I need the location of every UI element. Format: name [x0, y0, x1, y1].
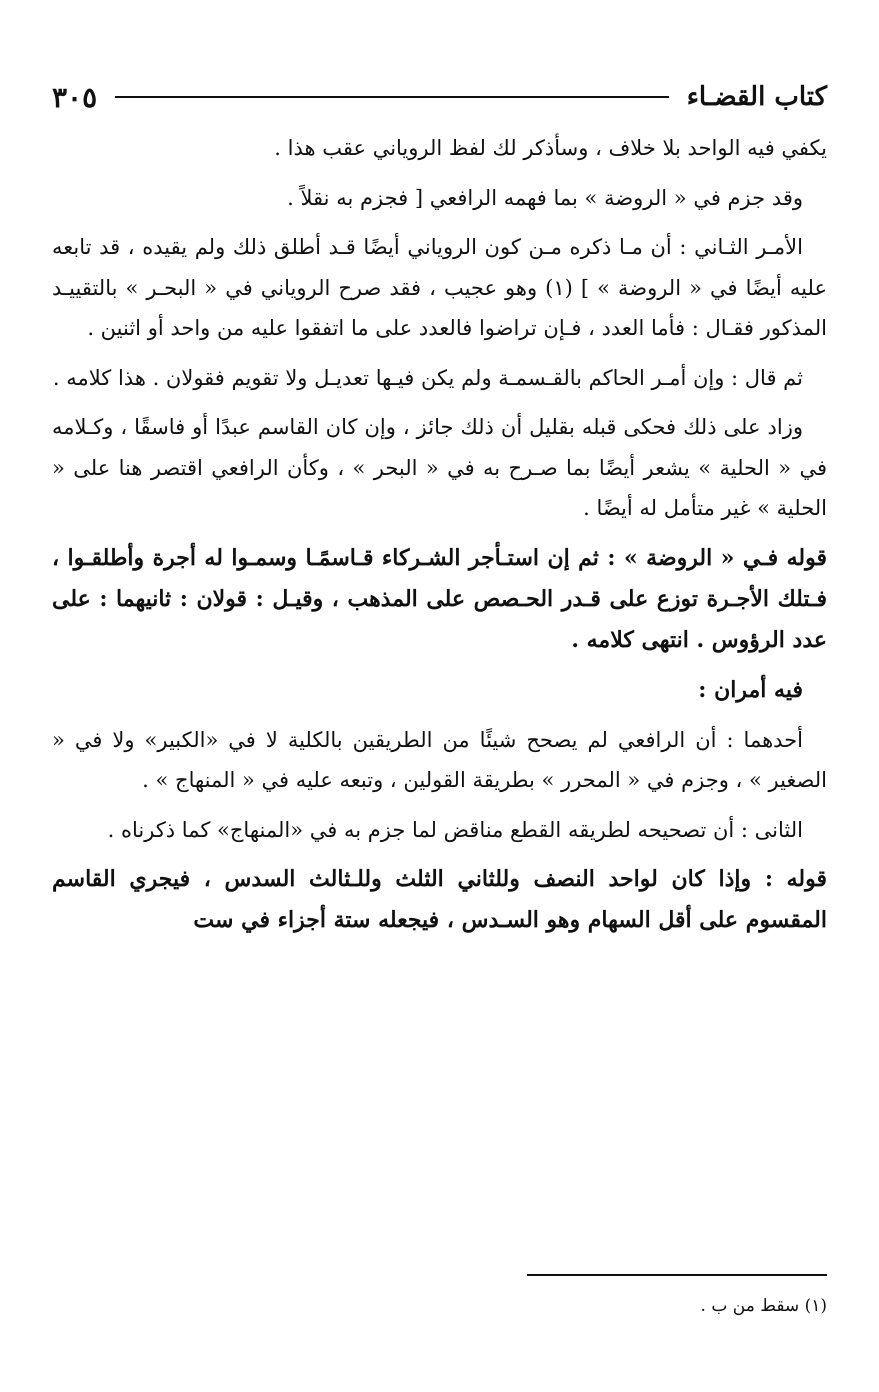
paragraph-5: وزاد على ذلك فحكى قبله بقليل أن ذلك جائز ، وإن كان القاسم عبدًا أو فاسقًا ، وكـلامه في « الحلية » يشعر أيضًا بما صـرح به في « البحر » ، وكأن الرافعي اقتصر هنا على « الحلية » غير متأمل له أيضًا . [52, 415, 827, 520]
footnote: (١) سقط من ب . [700, 1296, 827, 1316]
body-text [52, 128, 827, 941]
paragraph-8: أحدهما : أن الرافعي لم يصحح شيئًا من الطريقين بالكلية لا في «الكبير» ولا في « الصغير » ، وجزم في « المحرر » بطريقة القولين ، وتبعه عليه في « المنهاج » . [52, 727, 827, 792]
chapter-title: كتاب القضـاء [686, 82, 827, 112]
running-header [52, 72, 827, 122]
paragraph-4: ثم قال : وإن أمـر الحاكم بالقـسمـة ولم يكن فيـها تعديـل ولا تقويم فقولان . هذا كلامه . [52, 365, 803, 390]
document-page [52, 72, 827, 1352]
header-rule [115, 96, 669, 98]
footnote-rule [527, 1274, 827, 1276]
paragraph-9: الثانى : أن تصحيحه لطريقه القطع مناقض لما جزم به في «المنهاج» كما ذكرناه . [107, 817, 803, 842]
paragraph-7: فيه أمران : [698, 676, 803, 703]
paragraph-3: الأمـر الثـاني : أن مـا ذكره مـن كون الروياني أيضًا قـد أطلق ذلك ولم يقيده ، قد تابعه عليه أيضًا في « الروضة » ] (١) وهو عجيب ، فقد صرح الروياني في « البحـر » بالتقييـد المذكور فقـال : فأما العدد ، فـإن تراضوا فالعدد على ما اتفقوا عليه من واحد أو اثنين . [52, 235, 827, 340]
paragraph-6: قوله فـي « الروضة » : ثم إن استـأجر الشـركاء قـاسمًـا وسمـوا له أجرة وأطلقـوا ، فـتلك الأجـرة توزع على قـدر الحـصص على المذهب ، وقيـل : قولان : ثانيهما : على عدد الرؤوس . انتهى كلامه . [52, 544, 827, 653]
paragraph-2: وقد جزم في « الروضة » بما فهمه الرافعي [ فجزم به نقلاً . [287, 185, 803, 210]
paragraph-10: قوله : وإذا كان لواحد النصف وللثاني الثلث وللـثالث السدس ، فيجري القاسم المقسوم على أقل السهام وهو السـدس ، فيجعله ستة أجزاء في ست [52, 866, 827, 933]
page-number: ٣٠٥ [52, 80, 98, 114]
paragraph-1: يكفي فيه الواحد بلا خلاف ، وسأذكر لك لفظ الروياني عقب هذا . [274, 136, 827, 160]
